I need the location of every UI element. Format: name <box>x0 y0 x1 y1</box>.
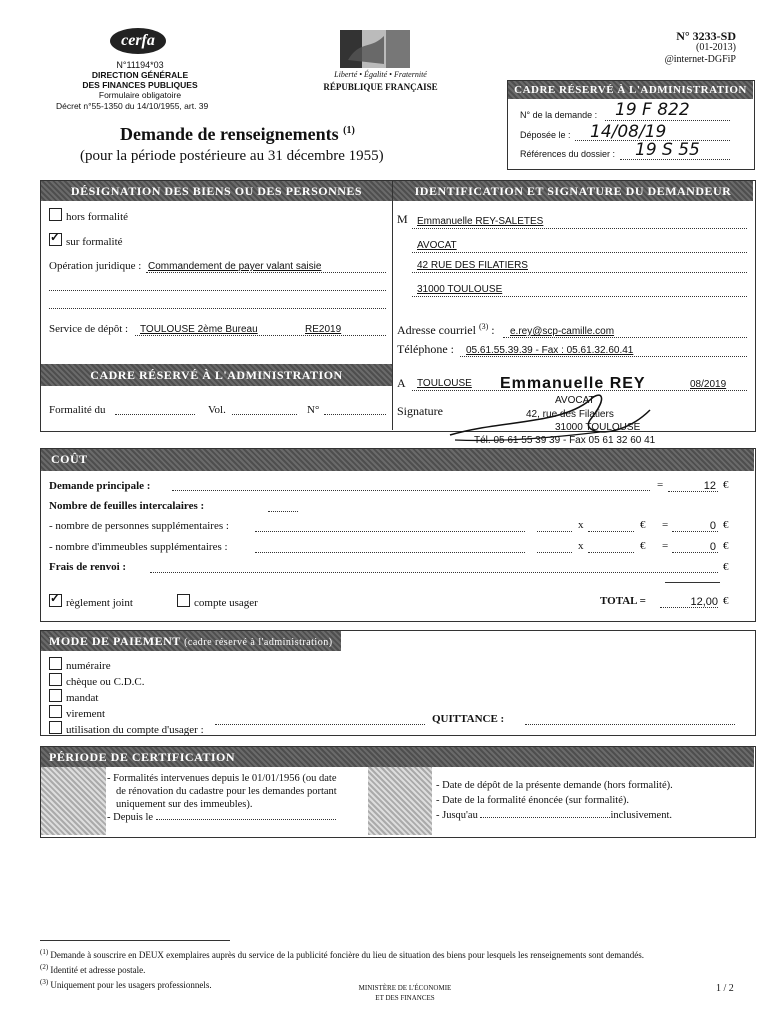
cerfa-logo: cerfa <box>110 28 166 54</box>
admin-mid-header: CADRE RÉSERVÉ À L'ADMINISTRATION <box>41 364 392 386</box>
payment-option-cash[interactable]: numéraire <box>49 657 204 673</box>
persons-euro: € <box>723 519 729 531</box>
page-number: 1 / 2 <box>716 983 734 994</box>
refs-value: 19 S 55 <box>635 140 700 160</box>
footnote-2: $^{(2)}$ Identité et adresse postale. <box>40 963 146 975</box>
operation-value[interactable]: Commandement de payer valant saisie <box>148 261 322 272</box>
stamp-phone: Tél. 05 61 55 39 39 - Fax 05 61 32 60 41 <box>474 435 656 446</box>
stamp-name: Emmanuelle REY <box>500 375 646 392</box>
transfer-checkbox[interactable] <box>49 705 62 718</box>
sur-formalite-checkbox[interactable] <box>49 233 62 246</box>
form-number: N° 3233-SD <box>676 29 736 43</box>
date-value[interactable]: 08/2019 <box>690 379 727 390</box>
request-no-value: 19 F 822 <box>615 100 690 120</box>
cost-box <box>40 448 756 622</box>
persons-label: - nombre de personnes supplémentaires : <box>49 520 229 532</box>
page-subtitle: (pour la période postérieure au 31 décembre 1955) <box>80 148 384 164</box>
persons-value[interactable]: 0 <box>709 520 716 532</box>
stamp-title: AVOCAT <box>555 395 595 406</box>
payment-header: MODE DE PAIEMENT (cadre réservé à l'administration) <box>41 631 341 651</box>
check-checkbox[interactable] <box>49 673 62 686</box>
ministry-line2: ET DES FINANCES <box>375 994 435 1002</box>
total-value[interactable]: 12,00 <box>690 596 718 608</box>
applicant-title[interactable]: AVOCAT <box>417 240 457 251</box>
buildings-label: - nombre d'immeubles supplémentaires : <box>49 541 228 553</box>
ministry-line1: MINISTÈRE DE L'ÉCONOMIE <box>358 984 452 992</box>
payment-joined-option[interactable]: ✓règlement joint <box>49 594 133 609</box>
payment-option-account[interactable]: utilisation du compte d'usager : <box>49 721 204 737</box>
decree: Décret n°55-1350 du 14/10/1955, art. 39 <box>56 101 209 111</box>
hors-formalite-option[interactable]: hors formalité <box>49 208 128 223</box>
no-label: N° <box>307 404 320 416</box>
cash-checkbox[interactable] <box>49 657 62 670</box>
user-account-option[interactable]: compte usager <box>177 594 258 609</box>
email-value[interactable]: e.rey@scp-camille.com <box>510 326 615 337</box>
hors-formalite-checkbox[interactable] <box>49 208 62 221</box>
service-label: Service de dépôt : <box>49 323 129 335</box>
cost-header: COÛT <box>41 449 754 471</box>
payment-option-check[interactable]: chèque ou C.D.C. <box>49 673 204 689</box>
period-since: - Depuis le <box>107 811 369 824</box>
request-no-label: N° de la demande : <box>520 110 598 120</box>
operation-label: Opération juridique : <box>49 260 142 272</box>
a-label: A <box>397 376 406 390</box>
period-left-line3: uniquement sur des immeubles). <box>116 799 253 810</box>
payment-joined-checkbox[interactable] <box>49 594 62 607</box>
formalite-label: Formalité du <box>49 404 106 416</box>
applicant-city[interactable]: 31000 TOULOUSE <box>417 284 503 295</box>
direction: DIRECTION GÉNÉRALE <box>91 70 189 80</box>
sur-formalite-option[interactable]: ✓sur formalité <box>49 233 123 248</box>
main-request-label: Demande principale : <box>49 480 151 492</box>
admin-top-header: CADRE RÉSERVÉ À L'ADMINISTRATION <box>508 81 753 99</box>
shipping-label: Frais de renvoi : <box>49 561 127 573</box>
stamp-city: 31000 TOULOUSE <box>555 422 641 433</box>
m-label: M <box>397 212 408 226</box>
shipping-euro: € <box>723 561 729 573</box>
service-ref[interactable]: RE2019 <box>305 324 342 335</box>
buildings-euro-mid: € <box>640 540 646 552</box>
refs-label: Références du dossier : <box>520 149 616 159</box>
buildings-euro: € <box>723 540 729 552</box>
republic-name: RÉPUBLIQUE FRANÇAISE <box>323 82 438 92</box>
identification-header: IDENTIFICATION ET SIGNATURE DU DEMANDEUR <box>393 181 753 201</box>
period-right-text <box>436 778 673 823</box>
period-shade-left <box>41 767 106 835</box>
period-left-line2: de rénovation du cadastre pour les demandes portant <box>116 786 337 797</box>
account-checkbox[interactable] <box>49 721 62 734</box>
republic-motto: Liberté • Égalité • Fraternité <box>334 70 427 79</box>
persons-eq: = <box>662 519 669 531</box>
phone-value[interactable]: 05.61.55.39.39 - Fax : 05.61.32.60.41 <box>466 345 634 356</box>
sheets-label: Nombre de feuilles intercalaires : <box>49 500 205 512</box>
stamp-street: 42, rue des Filatiers <box>526 409 614 420</box>
payment-option-transfer[interactable]: virement <box>49 705 204 721</box>
main-request-value[interactable]: 12 <box>703 480 716 492</box>
period-shade-mid <box>368 767 432 835</box>
mandatory-label: Formulaire obligatoire <box>98 90 182 100</box>
main-eq: = <box>657 479 664 491</box>
phone-label: Téléphone : <box>397 342 454 356</box>
deposited-value: 14/08/19 <box>590 122 667 142</box>
main-euro: € <box>723 479 729 491</box>
handwritten-signature-icon <box>440 380 660 450</box>
footnote-3: $^{(3)}$ Uniquement pour les usagers professionnels. <box>40 978 212 990</box>
page-title: Demande de renseignements $^{(1)}$ <box>120 124 355 144</box>
period-right-line2: - Date de la formalité énoncée (sur formalité). <box>436 795 629 806</box>
mandate-checkbox[interactable] <box>49 689 62 702</box>
designation-header: DÉSIGNATION DES BIENS OU DES PERSONNES <box>41 181 392 201</box>
persons-euro-mid: € <box>640 519 646 531</box>
payment-options <box>49 657 204 737</box>
total-label: TOTAL = <box>600 595 646 607</box>
period-left-line1: - Formalités intervenues depuis le 01/01/1956 (ou date <box>107 773 337 784</box>
form-id-block <box>665 30 736 66</box>
payment-option-mandate[interactable]: mandat <box>49 689 204 705</box>
total-euro: € <box>723 595 729 607</box>
vol-label: Vol. <box>208 404 226 416</box>
email-label: Adresse courriel $^{(3)}$ : <box>397 322 495 337</box>
form-source: @internet-DGFiP <box>664 54 736 65</box>
period-right-line1: - Date de dépôt de la présente demande (hors formalité). <box>436 780 673 791</box>
persons-x: x <box>578 519 584 531</box>
finances: DES FINANCES PUBLIQUES <box>82 80 198 90</box>
footnote-1: $^{(1)}$ Demande à souscrire en DEUX exemplaires auprès du service de la publicité foncière du lieu de situation des biens pour lesquels les renseignements sont demandés. <box>40 948 644 960</box>
period-header: PÉRIODE DE CERTIFICATION <box>41 747 754 767</box>
cerfa-number: N°11194*03 <box>116 60 164 70</box>
deposited-label: Déposée le : <box>520 130 571 140</box>
applicant-street[interactable]: 42 RUE DES FILATIERS <box>417 260 528 271</box>
form-date: (01-2013) <box>696 42 736 53</box>
buildings-x: x <box>578 540 584 552</box>
period-until: - Jusqu'au inclusivement. <box>436 810 673 821</box>
service-value[interactable]: TOULOUSE 2ème Bureau <box>140 324 258 335</box>
buildings-value[interactable]: 0 <box>709 541 716 553</box>
issuer-block <box>60 60 220 100</box>
user-account-checkbox[interactable] <box>177 594 190 607</box>
period-left-text <box>107 772 369 824</box>
receipt-label: QUITTANCE : <box>432 713 505 725</box>
marianne-logo-icon <box>340 30 410 68</box>
signature-label: Signature <box>397 404 443 418</box>
place-value[interactable]: TOULOUSE <box>417 378 472 389</box>
buildings-eq: = <box>662 540 669 552</box>
applicant-name[interactable]: Emmanuelle REY-SALETES <box>417 216 544 227</box>
ministry <box>340 983 470 1003</box>
